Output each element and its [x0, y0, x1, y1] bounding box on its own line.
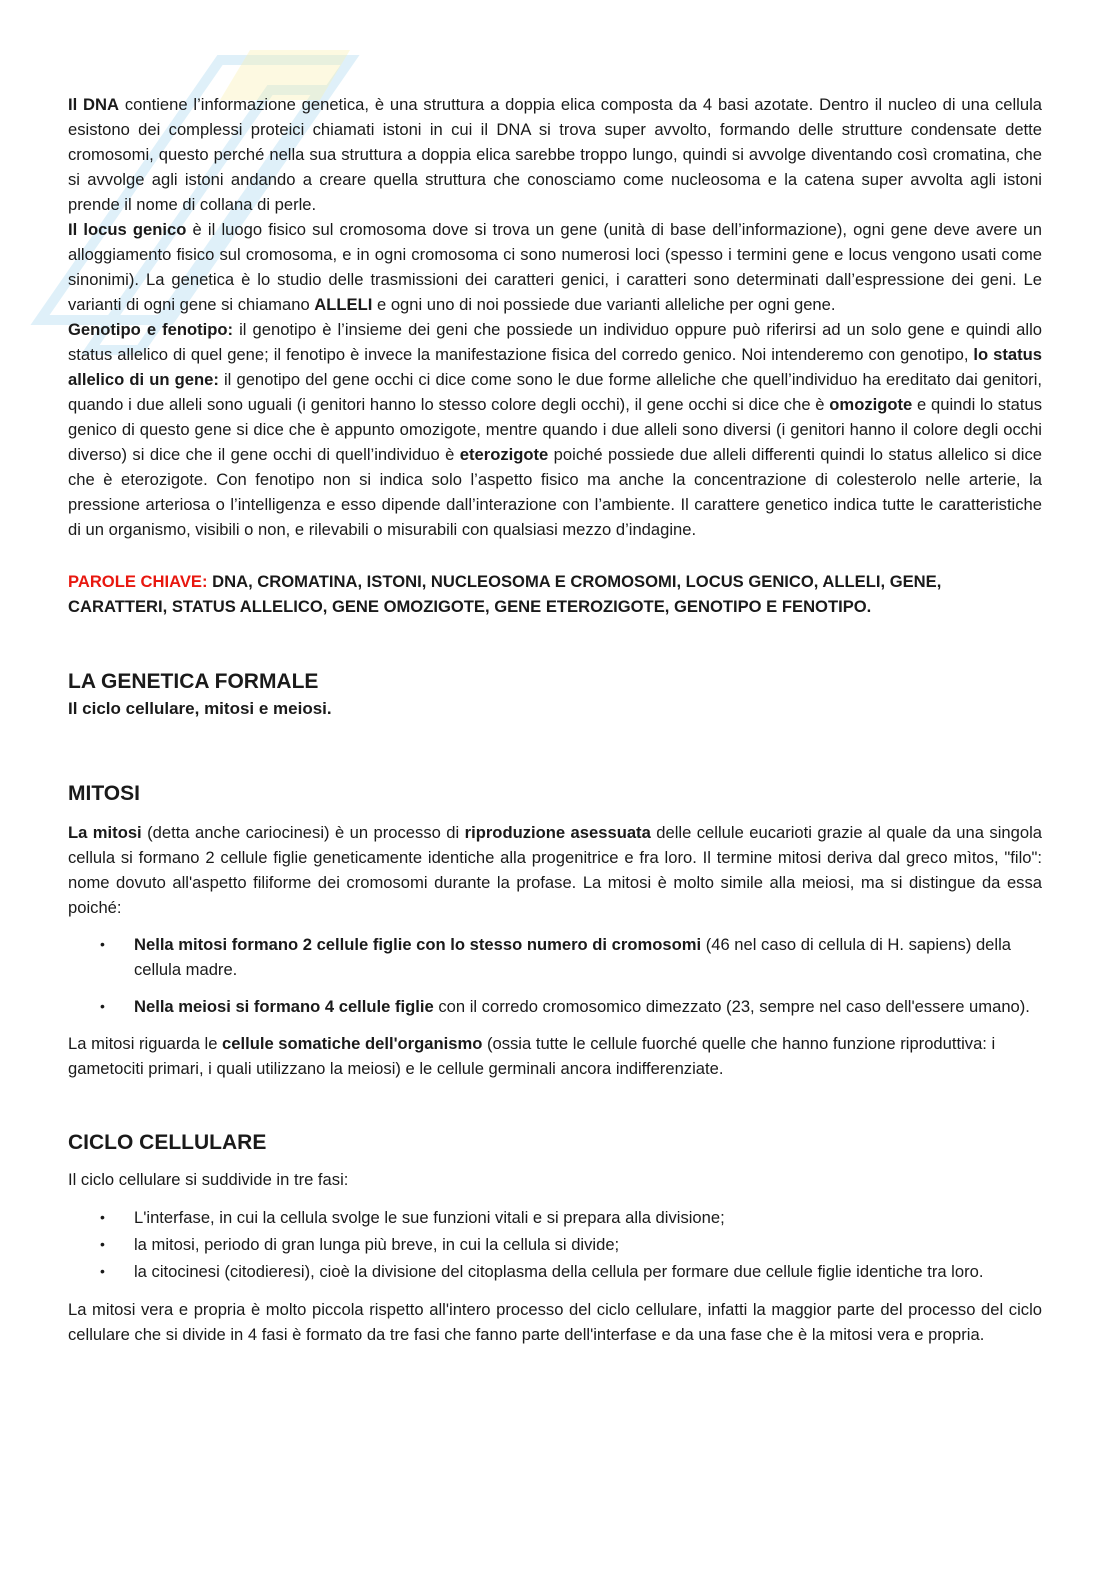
- bullet-icon: •: [100, 1209, 105, 1225]
- paragraph-ciclo-intro: Il ciclo cellulare si suddivide in tre fasi:: [68, 1170, 349, 1189]
- term-locus: Il locus genico: [68, 220, 187, 239]
- list-item: • L'interfase, in cui la cellula svolge le sue funzioni vitali e si prepara alla divisione;: [68, 1204, 1042, 1231]
- mitosi-bullet-list: [68, 932, 1042, 1019]
- bullet-icon: •: [100, 998, 105, 1014]
- list-item: • Nella mitosi formano 2 cellule figlie con lo stesso numero di cromosomi (46 nel caso di cellula di H. sapiens) della cellula madre.: [68, 932, 1042, 982]
- paragraph-dna: Il DNA contiene l’informazione genetica, è una struttura a doppia elica composta da 4 basi azotate. Dentro il nucleo di una cellula esistono dei complessi proteici chiamati istoni in cui il DNA si trova super avvolto, formando delle strutture condensate dette cromosomi, questo perché nella sua struttura a doppia elica sarebbe troppo lungo, quindi si avvolge diventando così cromatina, che si avvolge agli istoni andando a creare quella struttura che conosciamo come nucleosoma e la catena super avvolta agli istoni prende il nome di collana di perle.: [68, 95, 1043, 214]
- heading-ciclo-cellulare: CICLO CELLULARE: [68, 1131, 267, 1154]
- keywords-text: DNA, CROMATINA, ISTONI, NUCLEOSOMA E CROMOSOMI, LOCUS GENICO, ALLELI, GENE, CARATTERI, STATUS ALLELICO, GENE OMOZIGOTE, GENE ETEROZIGOTE, GENOTIPO E FENOTIPO.: [68, 572, 942, 616]
- paragraph-ciclo-final: La mitosi vera e propria è molto piccola rispetto all'intero processo del ciclo cellulare, infatti la maggior parte del processo del ciclo cellulare che si divide in 4 fasi è formato da tre fasi che fanno parte dell'interfase e da una fase che è la mitosi vera e propria.: [68, 1300, 1042, 1344]
- keywords-label: PAROLE CHIAVE:: [68, 572, 208, 591]
- term-genotipo: Genotipo e fenotipo:: [68, 320, 234, 339]
- section-ciclo-cellulare: [68, 1129, 1042, 1347]
- paragraph-locus: Il locus genico è il luogo fisico sul cromosoma dove si trova un gene (unità di base dell’informazione), ogni gene deve avere un alloggiamento fisico sul cromosoma, e in ogni cromosoma ci sono numerosi loci (spesso i termini gene e locus vengono usati come sinonimi). La genetica è lo studio delle trasmissioni dei caratteri genici, i caratteri sono determinati dall’espressione dei geni. Le varianti di ogni gene si chiamano ALLELI e ogni uno di noi possiede due varianti alleliche per ogni gene.: [68, 220, 1042, 314]
- heading-mitosi: MITOSI: [68, 782, 140, 805]
- term-status-allelico: lo status allelico di un gene:: [68, 345, 1043, 389]
- bullet-icon: •: [100, 936, 105, 952]
- intro-section: [68, 92, 1042, 542]
- keywords-paragraph: [68, 569, 1042, 619]
- document-page: [68, 92, 1042, 1347]
- list-item: • la citocinesi (citodieresi), cioè la divisione del citoplasma della cellula per formare due cellule figlie identiche tra loro.: [68, 1258, 1042, 1285]
- term-riproduzione-asessuata: riproduzione asessuata: [464, 823, 651, 842]
- term-mitosi: La mitosi: [68, 823, 142, 842]
- section-mitosi: [68, 780, 1042, 1081]
- term-cellule-somatiche: cellule somatiche dell'organismo: [222, 1034, 483, 1053]
- paragraph-genotipo: Genotipo e fenotipo: il genotipo è l’insieme dei geni che possiede un individuo oppure può riferirsi ad un solo gene e quindi allo status allelico di quel gene; il fenotipo è invece la manifestazione fisica del corredo genico. Noi intenderemo con genotipo, lo status allelico di un gene: il genotipo del gene occhi ci dice come sono le due forme alleliche che quell’individuo ha ereditato dai genitori, quando i due alleli sono uguali (i genitori hanno lo stesso colore degli occhi), il gene occhi si dice che è omozigote e quindi lo status genico di questo gene si dice che è appunto omozigote, mentre quando i due alleli sono diversi (i genitori hanno il colore degli occhi diverso) si dice che il gene occhi di quell’individuo è eterozigote poiché possiede due alleli differenti quindi lo status allelico si dice che è eterozigote. Con fenotipo non si indica solo l’aspetto fisico ma anche la concentrazione di colesterolo nelle arterie, la pressione arteriosa o l’intelligenza e esso dipende dall’interazione con l’ambiente. Il carattere genetico indica tutte le caratteristiche di un organismo, visibili o non, e rilevabili o misurabili con qualsiasi mezzo d’indagine.: [68, 320, 1043, 539]
- bullet-icon: •: [100, 1263, 105, 1279]
- ciclo-bullet-list: [68, 1204, 1042, 1285]
- term-dna: Il DNA: [68, 95, 120, 114]
- heading-genetica-formale: LA GENETICA FORMALE: [68, 670, 319, 693]
- paragraph-mitosi: La mitosi (detta anche cariocinesi) è un processo di riproduzione asessuata delle cellule eucarioti grazie al quale da una singola cellula si formano 2 cellule figlie geneticamente identiche alla progenitrice e fra loro. Il termine mitosi deriva dal greco mìtos, "filo": nome dovuto all'aspetto filiforme dei cromosomi durante la profase. La mitosi è molto simile alla meiosi, ma si distingue da essa poiché:: [68, 823, 1042, 917]
- paragraph-cellule-somatiche: La mitosi riguarda le cellule somatiche dell'organismo (ossia tutte le cellule fuorché quelle che hanno funzione riproduttiva: i gametociti primari, i quali utilizzano la meiosi) e le cellule germinali ancora indifferenziate.: [68, 1034, 996, 1078]
- list-item: • la mitosi, periodo di gran lunga più breve, in cui la cellula si divide;: [68, 1231, 1042, 1258]
- section-genetica-formale: [68, 668, 1042, 722]
- bullet-icon: •: [100, 1236, 105, 1252]
- term-alleli: ALLELI: [314, 295, 373, 314]
- term-omozigote: omozigote: [829, 395, 913, 414]
- term-eterozigote: eterozigote: [459, 445, 549, 464]
- subheading-ciclo-mitosi-meiosi: Il ciclo cellulare, mitosi e meiosi.: [68, 699, 332, 718]
- list-item: • Nella meiosi si formano 4 cellule figlie con il corredo cromosomico dimezzato (23, sempre nel caso dell'essere umano).: [68, 994, 1042, 1019]
